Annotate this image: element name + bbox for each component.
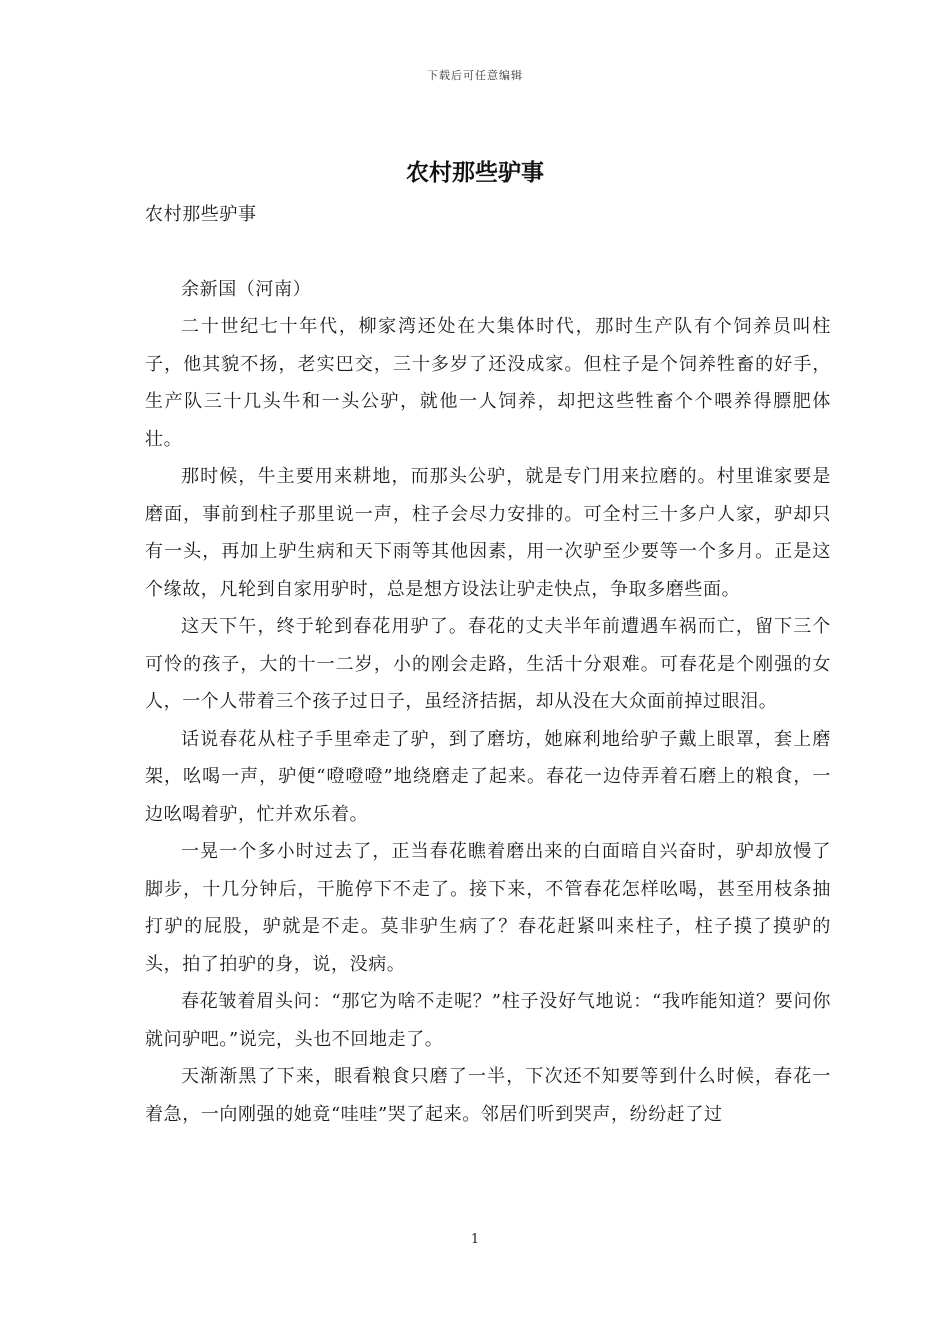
paragraph-5: 一晃一个多小时过去了，正当春花瞧着磨出来的白面暗自兴奋时，驴却放慢了脚步，十几分钟后，干脆停下不走了。接下来，不管春花怎样吆喝，甚至用枝条抽打驴的屁股，驴就是不走。莫非驴生病了？春花赶紧叫来柱子，柱子摸了摸驴的头，拍了拍驴的身，说，没病。 (145, 841, 831, 975)
document-body (145, 196, 831, 1133)
paragraph-6: 春花皱着眉头问：“那它为啥不走呢？”柱子没好气地说：“我咋能知道？要问你就问驴吧。”说完，头也不回地走了。 (145, 991, 831, 1050)
paragraph-2: 那时候，牛主要用来耕地，而那头公驴，就是专门用来拉磨的。村里谁家要是磨面，事前到柱子那里说一声，柱子会尽力安排的。可全村三十多户人家，驴却只有一头，再加上驴生病和天下雨等其他因素，用一次驴至少要等一个多月。正是这个缘故，凡轮到自家用驴时，总是想方设法让驴走快点，争取多磨些面。 (145, 466, 831, 600)
paragraph-4: 话说春花从柱子手里牵走了驴，到了磨坊，她麻利地给驴子戴上眼罩，套上磨架，吆喝一声，驴便“噔噔噔”地绕磨走了起来。春花一边侍弄着石磨上的粮食，一边吆喝着驴，忙并欢乐着。 (145, 728, 831, 825)
paragraph-1: 二十世纪七十年代，柳家湾还处在大集体时代，那时生产队有个饲养员叫柱子，他其貌不扬，老实巴交，三十多岁了还没成家。但柱子是个饲养牲畜的好手，生产队三十几头牛和一头公驴，就他一人饲养，却把这些牲畜个个喂养得膘肥体壮。 (145, 316, 831, 450)
author-line: 余新国（河南） (181, 278, 312, 300)
page-number: 1 (470, 1232, 480, 1247)
paragraph-7: 天渐渐黑了下来，眼看粮食只磨了一半，下次还不知要等到什么时候，春花一着急，一向刚强的她竟“哇哇”哭了起来。邻居们听到哭声，纷纷赶了过 (145, 1066, 831, 1125)
document-title: 农村那些驴事 (406, 159, 544, 186)
paragraph-3: 这天下午，终于轮到春花用驴了。春花的丈夫半年前遭遇车祸而亡，留下三个可怜的孩子，大的十一二岁，小的刚会走路，生活十分艰难。可春花是个刚强的女人，一个人带着三个孩子过日子，虽经济拮据，却从没在大众面前掉过眼泪。 (145, 616, 831, 712)
header-note: 下载后可任意编辑 (427, 69, 523, 82)
blank-line (145, 234, 831, 271)
document-subtitle: 农村那些驴事 (145, 204, 257, 225)
